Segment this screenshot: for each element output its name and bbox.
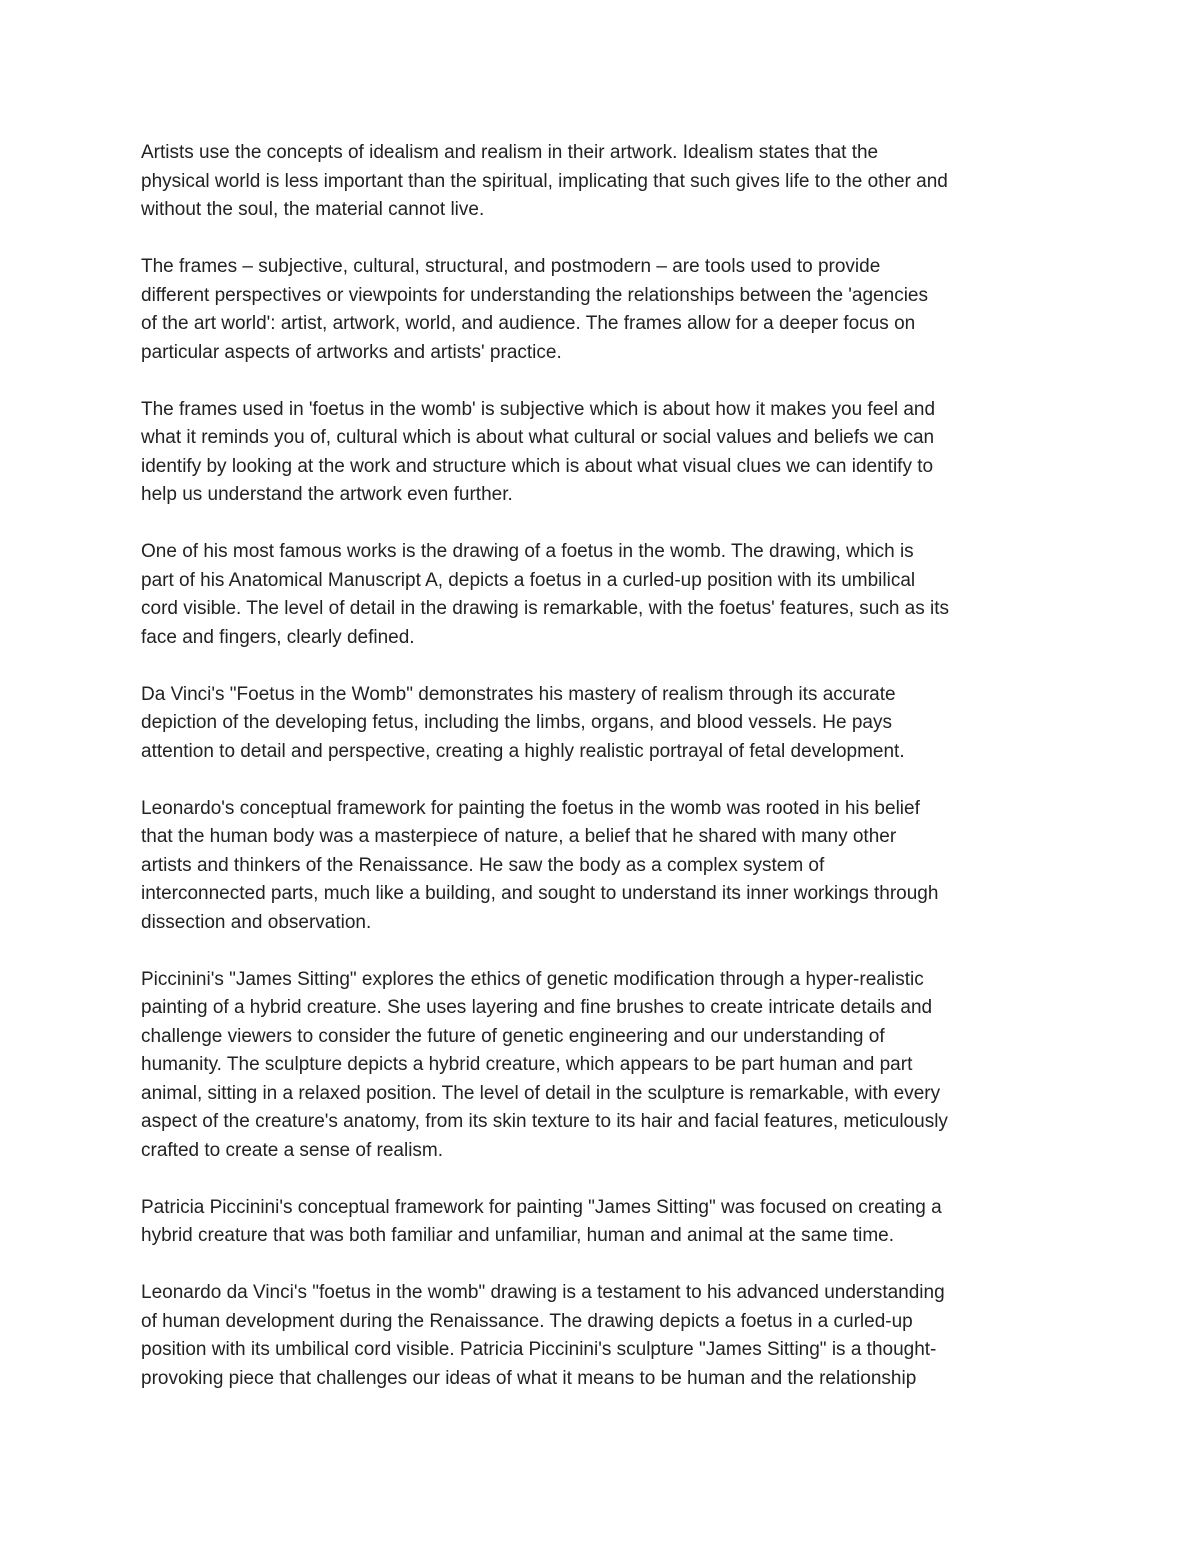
- text-line: part of his Anatomical Manuscript A, depicts a foetus in a curled-up position with its umbilical: [141, 569, 916, 591]
- text-line: Piccinini's "James Sitting" explores the ethics of genetic modification through a hyper-realistic: [141, 968, 924, 990]
- paragraph: [141, 253, 1071, 367]
- text-line: interconnected parts, much like a building, and sought to understand its inner workings through: [141, 883, 939, 904]
- text-line: artists and thinkers of the Renaissance. He saw the body as a complex system of: [141, 854, 825, 876]
- text-line: provoking piece that challenges our ideas of what it means to be human and the relationship: [141, 1367, 917, 1389]
- text-line: animal, sitting in a relaxed position. The level of detail in the sculpture is remarkable, with every: [141, 1082, 941, 1104]
- text-line: Artists use the concepts of idealism and realism in their artwork. Idealism states that the: [141, 142, 879, 163]
- text-line: humanity. The sculpture depicts a hybrid creature, which appears to be part human and part: [141, 1054, 913, 1075]
- paragraph: [141, 681, 1071, 767]
- text-line: physical world is less important than the spiritual, implicating that such gives life to the other and: [141, 170, 948, 192]
- paragraph: [141, 139, 1071, 225]
- text-line: hybrid creature that was both familiar and unfamiliar, human and animal at the same time.: [141, 1225, 894, 1246]
- text-line: crafted to create a sense of realism.: [141, 1139, 444, 1161]
- text-line: The frames used in 'foetus in the womb' is subjective which is about how it makes you feel and: [141, 398, 936, 420]
- text-line: what it reminds you of, cultural which is about what cultural or social values and beliefs we can: [141, 427, 935, 448]
- text-line: position with its umbilical cord visible. Patricia Piccinini's sculpture "James Sitting" is a thought-: [141, 1339, 937, 1360]
- text-line: cord visible. The level of detail in the drawing is remarkable, with the foetus' features, such as its: [141, 598, 950, 619]
- paragraph: [141, 1279, 1071, 1393]
- text-line: attention to detail and perspective, creating a highly realistic portrayal of fetal development.: [141, 740, 905, 762]
- document-body: [141, 139, 1071, 1422]
- text-line: challenge viewers to consider the future of genetic engineering and our understanding of: [141, 1025, 885, 1047]
- text-line: that the human body was a masterpiece of nature, a belief that he shared with many other: [141, 826, 897, 847]
- text-line: help us understand the artwork even further.: [141, 484, 513, 505]
- text-line: of human development during the Renaissance. The drawing depicts a foetus in a curled-up: [141, 1310, 913, 1332]
- text-line: dissection and observation.: [141, 911, 372, 933]
- text-line: The frames – subjective, cultural, structural, and postmodern – are tools used to provide: [141, 256, 881, 277]
- text-line: identify by looking at the work and structure which is about what visual clues we can identify to: [141, 455, 934, 477]
- paragraph: [141, 538, 1071, 652]
- text-line: Patricia Piccinini's conceptual framework for painting "James Sitting" was focused on creating a: [141, 1196, 942, 1218]
- paragraph: [141, 396, 1071, 510]
- paragraph: [141, 1194, 1071, 1251]
- text-line: Leonardo da Vinci's "foetus in the womb" drawing is a testament to his advanced understanding: [141, 1282, 945, 1303]
- text-line: particular aspects of artworks and artists' practice.: [141, 341, 562, 363]
- paragraph: [141, 795, 1071, 938]
- text-line: depiction of the developing fetus, including the limbs, organs, and blood vessels. He pays: [141, 712, 892, 733]
- paragraph: [141, 966, 1071, 1166]
- text-line: Leonardo's conceptual framework for painting the foetus in the womb was rooted in his belief: [141, 797, 920, 819]
- text-line: without the soul, the material cannot live.: [141, 199, 485, 220]
- text-line: Da Vinci's "Foetus in the Womb" demonstrates his mastery of realism through its accurate: [141, 683, 896, 705]
- text-line: of the art world': artist, artwork, world, and audience. The frames allow for a deeper focus on: [141, 313, 916, 334]
- text-line: face and fingers, clearly defined.: [141, 626, 415, 648]
- text-line: aspect of the creature's anatomy, from its skin texture to its hair and facial features, meticulously: [141, 1111, 948, 1132]
- text-line: One of his most famous works is the drawing of a foetus in the womb. The drawing, which is: [141, 541, 914, 562]
- text-line: painting of a hybrid creature. She uses layering and fine brushes to create intricate details and: [141, 997, 933, 1018]
- text-line: different perspectives or viewpoints for understanding the relationships between the 'agencies: [141, 284, 928, 306]
